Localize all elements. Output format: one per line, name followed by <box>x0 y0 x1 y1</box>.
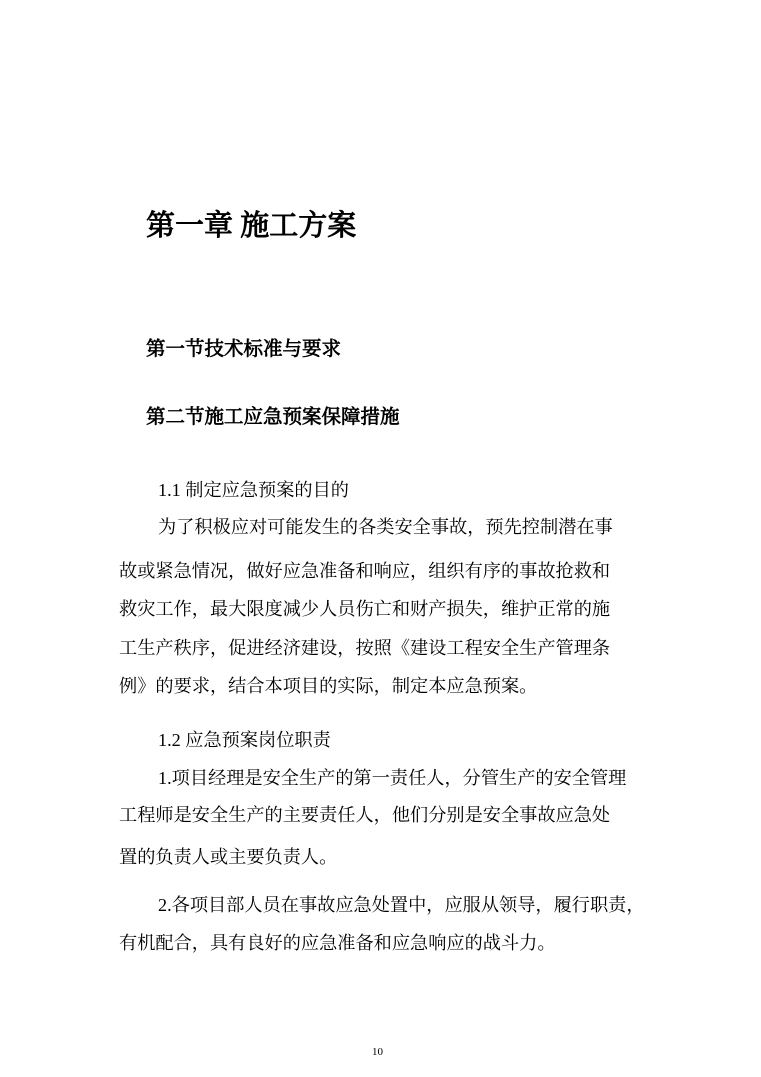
paragraph-line: 1.项目经理是安全生产的第一责任人，分管生产的安全管理 <box>158 768 627 788</box>
section-heading-2: 第二节施工应急预案保障措施 <box>146 407 400 428</box>
paragraph-line: 例》的要求，结合本项目的实际，制定本应急预案。 <box>119 676 538 696</box>
paragraph-line: 工生产秩序，促进经济建设，按照《建设工程安全生产管理条 <box>119 638 611 658</box>
section-heading-1: 第一节技术标准与要求 <box>146 339 342 360</box>
paragraph-line: 工程师是安全生产的主要责任人，他们分别是安全事故应急处 <box>119 805 611 825</box>
subsection-heading-1-2: 1.2 应急预案岗位职责 <box>158 730 331 750</box>
paragraph-line: 救灾工作，最大限度减少人员伤亡和财产损失，维护正常的施 <box>119 599 611 619</box>
page-number: 10 <box>372 1046 383 1058</box>
subsection-heading-1-1: 1.1 制定应急预案的目的 <box>158 480 349 500</box>
paragraph-line: 置的负责人或主要负责人。 <box>119 847 338 867</box>
chapter-title: 第一章 施工方案 <box>146 210 357 242</box>
paragraph-line: 为了积极应对可能发生的各类安全事故，预先控制潜在事 <box>158 517 613 537</box>
paragraph-line: 2.各项目部人员在事故应急处置中，应服从领导，履行职责， <box>158 895 645 915</box>
paragraph-line: 故或紧急情况，做好应急准备和响应，组织有序的事故抢救和 <box>119 561 611 581</box>
paragraph-line: 有机配合，具有良好的应急准备和应急响应的战斗力。 <box>119 933 556 953</box>
